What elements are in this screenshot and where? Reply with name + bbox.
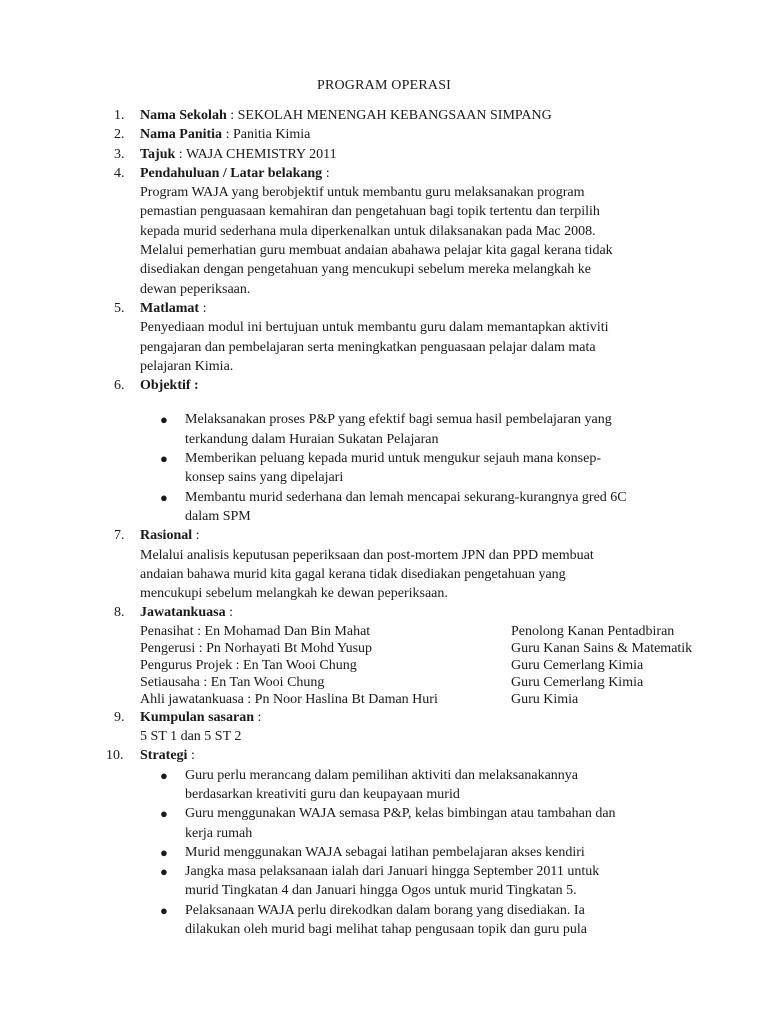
bullet-icon: ●	[160, 451, 168, 467]
item-label: Nama Sekolah	[140, 108, 227, 123]
bullet-line: konsep sains yang dipelajari	[185, 470, 344, 486]
bullet-line: kerja rumah	[185, 825, 253, 841]
list-item-objektif	[0, 376, 768, 526]
para-line: pelajaran Kimia.	[140, 358, 234, 374]
bullet-line: murid Tingkatan 4 dan Januari hingga Ogos untuk murid Tingkatan 5.	[185, 883, 577, 899]
item-value: SEKOLAH MENENGAH KEBANGSAAN SIMPANG	[237, 108, 552, 123]
list-item-tajuk: 3. Tajuk : WAJA CHEMISTRY 2011	[0, 145, 768, 164]
para-line: mencukupi sebelum melangkah ke dewan peperiksaan.	[140, 586, 448, 602]
bullet-line: Pelaksanaan WAJA perlu direkodkan dalam borang yang disediakan. Ia	[185, 902, 585, 918]
item-value: Panitia Kimia	[232, 127, 311, 143]
committee-position: Guru Kanan Sains & Matematik	[511, 640, 693, 656]
item-number: 2.	[114, 127, 125, 143]
para-line: disediakan dengan pengetahuan yang mencukupi sebelum mereka melangkah ke	[140, 262, 591, 278]
list-item-matlamat: 5. Matlamat : Penyediaan modul ini bertujuan untuk membantu guru dalam memantapkan aktiviti pengajaran dan pembelajaran serta meningkatkan penguasaan pelajar dalam mata pelajaran Kimia.	[0, 299, 768, 376]
committee-row	[140, 674, 728, 691]
list-item-kumpulan-sasaran: 9. Kumpulan sasaran : 5 ST 1 dan 5 ST 2	[0, 708, 768, 747]
bullet-item	[140, 862, 728, 901]
committee-role: Pengurus Projek : En Tan Wooi Chung	[140, 657, 357, 673]
item-label: Pendahuluan / Latar belakang	[140, 165, 323, 181]
committee-role: Ahli jawatankuasa : Pn Noor Haslina Bt Daman Huri	[140, 691, 438, 707]
committee-row	[140, 691, 728, 708]
para-line: dewan peperiksaan.	[140, 281, 251, 297]
bullet-line: dalam SPM	[185, 508, 251, 524]
bullet-item	[140, 488, 728, 527]
bullet-line: dilakukan oleh murid bagi melihat tahap pengusaan topik dan guru pula	[185, 921, 588, 937]
item-label: Rasional	[140, 528, 193, 544]
bullet-line: berdasarkan kreativiti guru dan keupayaan murid	[185, 786, 460, 802]
para-line: pemastian penguasaan kemahiran dan pengetahuan bagi topik tertentu dan terpilih	[140, 204, 600, 220]
list-item-rasional: 7. Rasional : Melalui analisis keputusan peperiksaan dan post-mortem JPN dan PPD membuat andaian bahawa murid kita gagal kerana tidak disediakan pengetahuan yang mencukupi sebelum melangkah ke dewan peperiksaan.	[0, 526, 768, 603]
list-item-strategi: 10. Strategi : ● Guru perlu merancang dalam pemilihan aktiviti dan melaksanakannya berdasarkan kreativiti guru dan keupayaan murid ● Guru menggunakan WAJA semasa P&P, kelas bimbingan atau tambahan dan kerja rumah ● Murid menggunakan WAJA sebagai latihan pembelajaran akses kendiri ● Jangka masa pelaksanaan ialah dari Januari hingga September 2011 untuk murid Tingkatan 4 dan Januari hingga Ogos untuk murid Tingkatan 5. ● Pelaksanaan WAJA perlu direkodkan dalam borang yang disediakan. Ia dilakukan oleh murid bagi melihat tahap pengusaan topik dan guru pula	[0, 746, 768, 939]
item-label: Nama Panitia	[140, 127, 223, 143]
matlamat-paragraph	[140, 318, 728, 376]
bullet-icon: ●	[160, 767, 168, 783]
item-number: 3.	[114, 146, 125, 162]
bullet-icon: ●	[160, 864, 168, 880]
bullet-item	[140, 766, 728, 805]
committee-position: Guru Cemerlang Kimia	[511, 674, 644, 690]
kumpulan-sasaran-paragraph	[140, 727, 728, 746]
strategi-bullet-list	[140, 766, 728, 940]
item-number: 8.	[114, 605, 125, 621]
item-label: Objektif :	[140, 378, 199, 394]
item-number: 5.	[114, 300, 125, 316]
bullet-icon: ●	[160, 412, 168, 428]
item-label: Kumpulan sasaran	[140, 709, 254, 725]
committee-table	[140, 623, 728, 708]
committee-position: Penolong Kanan Pentadbiran	[511, 623, 675, 639]
committee-row	[140, 623, 728, 640]
para-line: kepada murid sederhana mula diperkenalkan untuk dilaksanakan pada Mac 2008.	[140, 223, 596, 239]
numbered-list	[0, 106, 768, 939]
bullet-icon: ●	[160, 902, 168, 918]
list-item-jawatankuasa: 8. Jawatankuasa : Penasihat : En Mohamad Dan Bin Mahat Penolong Kanan Pentadbiran Pengerusi : Pn Norhayati Bt Mohd Yusup Guru Kanan Sains & Matematik Pengurus Projek : En Tan Wooi Chung Guru Cemerlang Kimia Setiausaha : En Tan Wooi Chung Guru Cemerlang Kimia Ahli jawatankuasa : Pn Noor Haslina Bt Daman Huri Guru Kimia	[0, 603, 768, 707]
pendahuluan-paragraph	[140, 183, 728, 299]
bullet-line: Guru menggunakan WAJA semasa P&P, kelas bimbingan atau tambahan dan	[185, 806, 616, 822]
para-line: Penyediaan modul ini bertujuan untuk membantu guru dalam memantapkan aktiviti	[140, 320, 609, 336]
para-line: 5 ST 1 dan 5 ST 2	[140, 729, 242, 745]
page-title: PROGRAM OPERASI	[316, 78, 452, 93]
committee-role: Setiausaha : En Tan Wooi Chung	[140, 674, 325, 690]
para-line: andaian bahawa murid kita gagal kerana tidak disediakan pengetahuan yang	[140, 566, 566, 582]
bullet-line: Murid menggunakan WAJA sebagai latihan pembelajaran akses kendiri	[185, 844, 585, 860]
item-label: Matlamat	[140, 300, 200, 316]
item-label: Tajuk	[140, 146, 176, 162]
bullet-icon: ●	[160, 844, 168, 860]
bullet-line: Memberikan peluang kepada murid untuk mengukur sejauh mana konsep-	[185, 451, 601, 467]
bullet-line: Melaksanakan proses P&P yang efektif bagi semua hasil pembelajaran yang	[185, 412, 612, 428]
list-item-pendahuluan: 4. Pendahuluan / Latar belakang : Program WAJA yang berobjektif untuk membantu guru melaksanakan program pemastian penguasaan kemahiran dan pengetahuan bagi topik tertentu dan terpilih kepada murid sederhana mula diperkenalkan untuk dilaksanakan pada Mac 2008. Melalui pemerhatian guru membuat andaian abahawa pelajar kita gagal kerana tidak disediakan dengan pengetahuan yang mencukupi sebelum mereka melangkah ke dewan peperiksaan.	[0, 164, 768, 299]
bullet-item	[140, 843, 728, 862]
bullet-item	[140, 449, 728, 488]
list-item-nama-panitia: 2. Nama Panitia : Panitia Kimia	[0, 125, 768, 144]
bullet-line: Jangka masa pelaksanaan ialah dari Januari hingga September 2011 untuk	[185, 864, 600, 880]
bullet-icon: ●	[160, 806, 168, 822]
item-value: WAJA CHEMISTRY 2011	[185, 146, 337, 162]
para-line: Program WAJA yang berobjektif untuk membantu guru melaksanakan program	[140, 185, 585, 201]
para-line: pengajaran dan pembelajaran serta meningkatkan penguasaan pelajar dalam mata	[140, 339, 596, 355]
rasional-paragraph	[140, 546, 728, 604]
item-number: 6.	[114, 378, 125, 394]
item-label: Jawatankuasa	[140, 605, 226, 621]
committee-row	[140, 657, 728, 674]
bullet-line: Guru perlu merancang dalam pemilihan aktiviti dan melaksanakannya	[185, 767, 579, 783]
list-item-nama-sekolah: 1. Nama Sekolah : SEKOLAH MENENGAH KEBANGSAAN SIMPANG	[0, 106, 768, 125]
committee-role: Pengerusi : Pn Norhayati Bt Mohd Yusup	[140, 640, 373, 656]
bullet-item	[140, 410, 728, 449]
bullet-line: Membantu murid sederhana dan lemah mencapai sekurang-kurangnya gred 6C	[185, 489, 627, 505]
bullet-item	[140, 804, 728, 843]
para-line: Melalui analisis keputusan peperiksaan dan post-mortem JPN dan PPD membuat	[140, 547, 594, 563]
bullet-item	[140, 901, 728, 940]
bullet-line: terkandung dalam Huraian Sukatan Pelajaran	[185, 431, 439, 447]
item-number: 4.	[114, 165, 125, 181]
committee-position: Guru Kimia	[511, 691, 579, 707]
item-number: 7.	[114, 528, 125, 544]
committee-role: Penasihat : En Mohamad Dan Bin Mahat	[140, 623, 371, 639]
committee-row	[140, 640, 728, 657]
objektif-bullet-list	[140, 410, 728, 526]
bullet-icon: ●	[160, 489, 168, 505]
committee-position: Guru Cemerlang Kimia	[511, 657, 644, 673]
item-number: 1.	[114, 108, 125, 123]
item-number: 10.	[106, 748, 124, 764]
item-number: 9.	[114, 709, 125, 725]
para-line: Melalui pemerhatian guru membuat andaian abahawa pelajar kita gagal kerana tidak	[140, 243, 613, 259]
item-label: Strategi	[140, 748, 188, 764]
